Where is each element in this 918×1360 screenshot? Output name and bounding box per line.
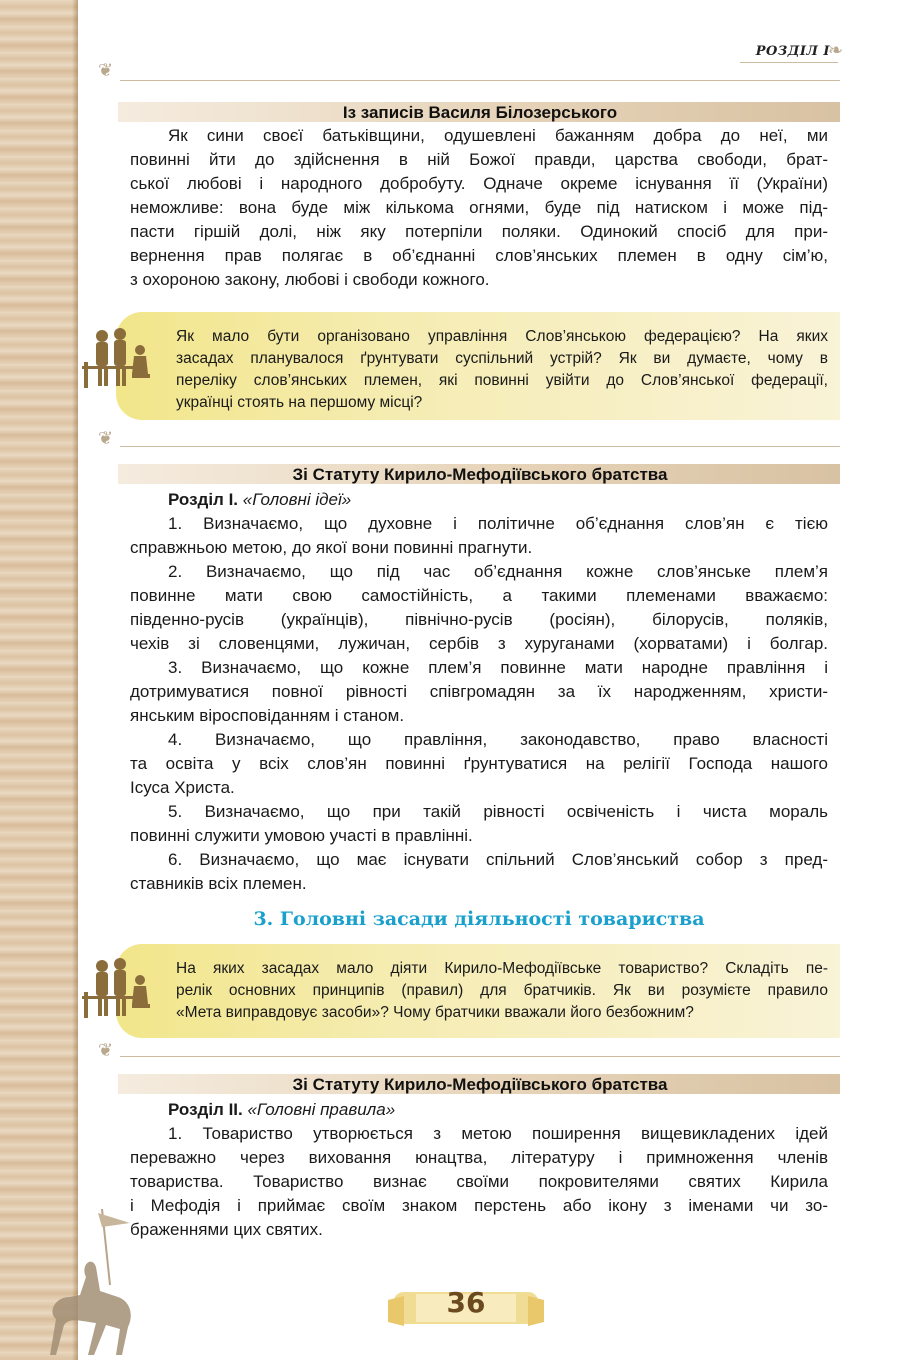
- decorative-wood-strip: [0, 0, 78, 1360]
- text-line: повинні служити умовою участі в правлінні.: [130, 826, 473, 845]
- text-line: 1. Товариство утворюється з метою поширення вищевикладених ідей: [168, 1124, 828, 1143]
- text-line: релік основних принципів (правил) для братчиків. Як ви розумієте правило: [176, 982, 828, 999]
- section-heading: 3. Головні засади діяльності товариства: [253, 908, 705, 930]
- section-header: РОЗДІЛ І: [755, 44, 830, 59]
- header-rule: [740, 62, 838, 63]
- text-line: На яких засадах мало діяти Кирило-Мефодіївське товариство? Складіть пе-: [176, 960, 828, 977]
- divider-rule: [120, 80, 840, 81]
- text-line: 1. Визначаємо, що духовне і політичне об’єднання слов’ян є тією: [168, 514, 828, 533]
- text-line: 5. Визначаємо, що при такій рівності освіченість і чиста мораль: [168, 802, 828, 821]
- ornament-curl-icon: ❧: [828, 40, 844, 61]
- text-line: повинні йти до здійснення в ній Божої правди, царства свободи, брат-: [130, 150, 828, 169]
- text-line: засадах планувалося ґрунтувати суспільний устрій? Як ви думаєте, чому в: [176, 350, 828, 367]
- text-line: товариства. Товариство визнає своїми покровителями святих Кирила: [130, 1172, 828, 1191]
- text-line: браженнями цих святих.: [130, 1220, 323, 1239]
- source-section-line: [130, 488, 828, 512]
- section-label: Розділ ІІ.: [168, 1100, 243, 1119]
- text-line: чехів зі словенцями, лужичан, сербів з хуруганами (хорватами) і болгар.: [130, 634, 828, 653]
- question-text: [176, 326, 828, 414]
- text-line: «Мета виправдовує засоби»? Чому братчики вважали його безбожним?: [176, 1004, 694, 1021]
- text-line: Як мало бути організовано управління Слов’янською федерацією? На яких: [176, 328, 828, 345]
- section-name: «Головні правила»: [247, 1100, 396, 1119]
- source-title: Зі Статуту Кирило-Мефодіївського братства: [292, 1075, 668, 1094]
- divider-rule: [120, 446, 840, 447]
- page-number-scroll: [386, 1282, 546, 1334]
- section-label: Розділ І.: [168, 490, 239, 509]
- text-line: ставників всіх племен.: [130, 874, 307, 893]
- divider-rule: [120, 1056, 840, 1057]
- text-line: 3. Визначаємо, що кожне плем’я повинне мати народне правління і: [168, 658, 828, 677]
- text-line: переважно через виховання юнацтва, літературу і примноження членів: [130, 1148, 828, 1167]
- text-line: 2. Визначаємо, що під час об’єднання кожне слов’янське плем’я: [168, 562, 828, 581]
- text-line: та освіта у всіх слов’ян повинні ґрунтуватися на релігії Господа нашого: [130, 754, 828, 773]
- text-line: пасти гіршій долі, ніж яку потерпіли поляки. Одинокий спосіб для при-: [130, 222, 828, 241]
- people-silhouette-icon: [78, 952, 158, 1022]
- section-name: «Головні ідеї»: [242, 490, 352, 509]
- text-line: янським віросповіданням і станом.: [130, 706, 405, 725]
- page-number: 36: [446, 1286, 486, 1319]
- text-line: справжньою метою, до якої вони повинні прагнути.: [130, 538, 533, 557]
- ornament-curl-icon: ❦: [98, 60, 114, 81]
- text-line: 6. Визначаємо, що має існувати спільний Слов’янський собор з пред-: [168, 850, 828, 869]
- source-section-line: [130, 1098, 828, 1122]
- text-line: з охороною закону, любові і свободи кожного.: [130, 270, 490, 289]
- ornament-curl-icon: ❦: [98, 428, 114, 449]
- text-line: повинне мати свою самостійність, а такими племенами вважаємо:: [130, 586, 828, 605]
- text-line: українці стоять на першому місці?: [176, 394, 423, 411]
- knight-horse-icon: [40, 1205, 140, 1360]
- source-text: [130, 1122, 828, 1242]
- text-line: і Мефодія і приймає своїм знаком перстень або ікону з іменами чи зо-: [130, 1196, 828, 1215]
- question-text: [176, 958, 828, 1024]
- text-line: дотримуватися повної рівності співгромадян за їх народженням, христи-: [130, 682, 828, 701]
- source-title: Зі Статуту Кирило-Мефодіївського братства: [292, 465, 668, 484]
- text-line: 4. Визначаємо, що правління, законодавство, право власності: [168, 730, 828, 749]
- text-line: Як сини своєї батьківщини, одушевлені бажанням добра до неї, ми: [168, 126, 828, 145]
- text-line: переліку слов’янських племен, які повинні увійти до Слов’янської федерації,: [176, 372, 828, 389]
- text-line: південно-русів (українців), північно-русів (росіян), білорусів, поляків,: [130, 610, 828, 629]
- source-title: Із записів Василя Білозерського: [342, 103, 618, 122]
- source-text: [130, 512, 828, 896]
- text-line: Ісуса Христа.: [130, 778, 235, 797]
- text-line: вернення прав полягає в об’єднанні слов’янських племен в одну сім’ю,: [130, 246, 828, 265]
- text-line: ської любові і народного добробуту. Одначе окреме існування її (України): [130, 174, 828, 193]
- text-line: неможливе: вона буде між кількома огнями, буде під натиском і може під-: [130, 198, 828, 217]
- source-text: [130, 124, 828, 292]
- people-silhouette-icon: [78, 322, 158, 392]
- ornament-curl-icon: ❦: [98, 1040, 114, 1061]
